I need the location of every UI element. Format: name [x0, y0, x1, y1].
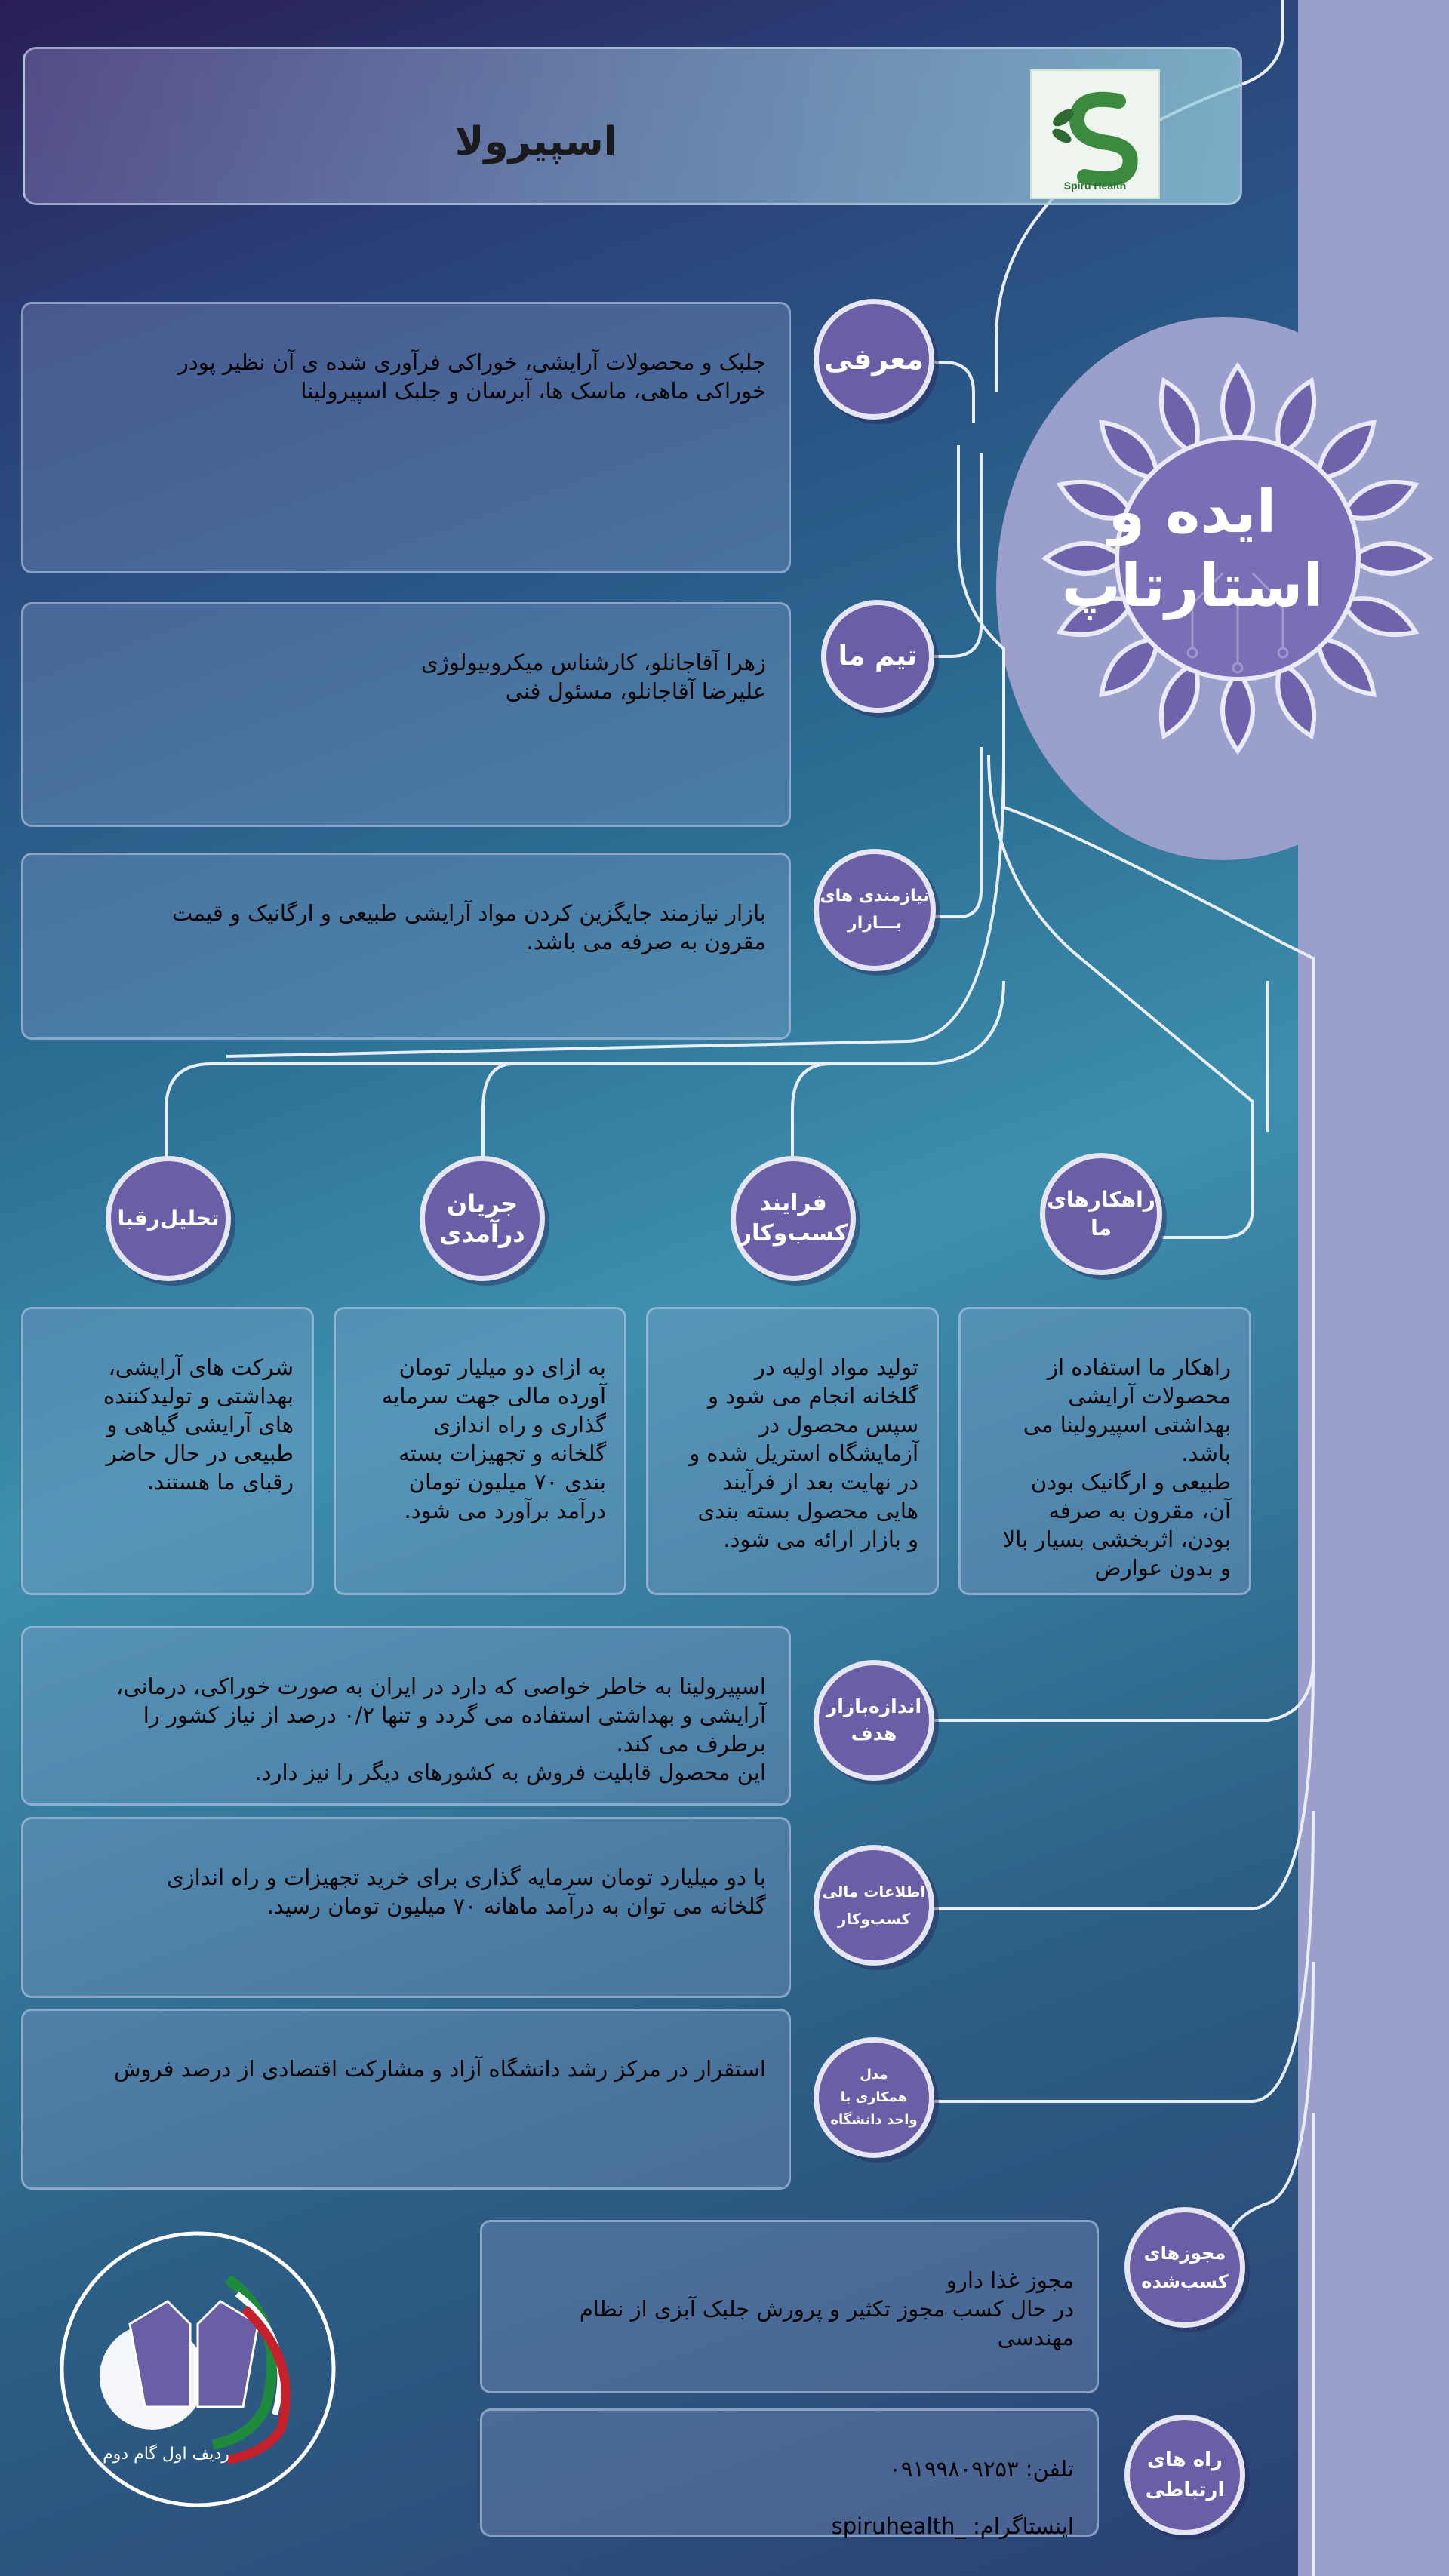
process-text: تولید مواد اولیه در گلخانه انجام می شود و سپس محصول در آزمایشگاه استریل شده و در نهایت بعد از فرآیند هایی محصول بسته بندی و بازار ارائه می شود. [689, 1354, 918, 1552]
team-label: تیم ما [838, 641, 918, 672]
financial-circle [814, 1845, 934, 1966]
target-market-text: اسپیرولینا به خاطر خواصی که دارد در ایران به صورت خوراکی، درمانی، آرایشی و بهداشتی استفاده می گردد و تنها ۰/۲ درصد از نیاز کشور را برطرف می کند. این محصول قابلیت فروش به کشورهای دیگر را نیز دارد. [115, 1674, 766, 1785]
contact-instagram: اینستاگرام: _spiruhealth [831, 2513, 1074, 2539]
competitors-panel [21, 1307, 314, 1595]
line-university [868, 1811, 1313, 2101]
logo-caption: Spiru Health [1063, 180, 1127, 192]
licenses-circle [1124, 2207, 1245, 2328]
university-text: استقرار در مرکز رشد دانشگاه آزاد و مشارکت اقتصادی از درصد فروش [114, 2056, 766, 2082]
solutions-label: راهکارهای ما [1047, 1187, 1155, 1240]
university-label: مدل همکاری با واحد دانشگاه [830, 2067, 918, 2128]
target-market-label: اندازه‌بازار هدف [826, 1695, 922, 1744]
target-market-panel [21, 1626, 791, 1806]
process-circle [731, 1156, 856, 1281]
revenue-panel [334, 1307, 626, 1595]
contact-phone: تلفن: ۰۹۱۹۹۸۰۹۲۵۳ [889, 2456, 1074, 2482]
intro-label: معرفی [824, 343, 924, 376]
process-panel [646, 1307, 939, 1595]
licenses-panel [480, 2220, 1099, 2393]
financial-text: با دو میلیارد تومان سرمایه گذاری برای خرید تجهیزات و راه اندازی گلخانه می توان به درآمد ماهانه ۷۰ میلیون تومان رسید. [166, 1864, 766, 1919]
line-process-branch [792, 1064, 830, 1162]
financial-label: اطلاعات مالی کسب‌وکار [822, 1883, 926, 1928]
licenses-text: مجوز غذا دارو در حال کسب مجوز تکثیر و پرورش جلبک آبزی از نظام مهندسی [579, 2267, 1074, 2350]
revenue-label: جریان درآمدی [439, 1189, 525, 1248]
revenue-circle [420, 1156, 545, 1281]
university-anniversary-badge-icon [39, 2188, 356, 2535]
contact-circle [1124, 2415, 1245, 2535]
competitors-circle [106, 1156, 231, 1281]
licenses-label: مجوزهای کسب‌شده [1141, 2242, 1229, 2292]
hero-title: ایده و استارتاپ [1061, 478, 1324, 620]
market-needs-text: بازار نیازمند جایگزین کردن مواد آرایشی طبیعی و ارگانیک و قیمت مقرون به صرفه می باشد. [171, 900, 766, 954]
contact-panel [480, 2408, 1099, 2537]
intro-circle [814, 299, 934, 420]
badge-caption: ردیف اول گام دوم [103, 2445, 229, 2464]
solutions-text: راهکار ما استفاده از محصولات آرایشی بهداشتی اسپیرولینا می باشد. طبیعی و ارگانیک بودن آن، مقرون به صرفه بودن، اثربخشی بسیار بالا و بدون عوارض [1002, 1354, 1231, 1581]
solutions-panel [958, 1307, 1251, 1595]
market-needs-circle [814, 849, 936, 971]
brand-logo [1030, 69, 1160, 199]
contact-label: راه های ارتباطی [1145, 2448, 1225, 2501]
team-panel [21, 602, 791, 827]
university-panel [21, 2009, 791, 2190]
line-licenses [1223, 1962, 1313, 2264]
university-circle [814, 2037, 934, 2158]
market-needs-panel [21, 853, 791, 1040]
intro-text: جلبک و محصولات آرایشی، خوراکی فرآوری شده ی آن نظیر پودر خوراکی ماهی، ماسک ها، آبرسان و جلبک اسپیرولینا [177, 349, 766, 404]
target-market-circle [814, 1660, 934, 1781]
market-needs-label: نیازمندی های بـــازار [820, 887, 930, 933]
financial-panel [21, 1817, 791, 1998]
team-text: زهرا آقاجانلو، کارشناس میکروبیولوژی علیرضا آقاجانلو، مسئول فنی [420, 650, 766, 704]
spiru-logo-icon [1032, 71, 1158, 198]
intro-panel [21, 302, 791, 573]
page-title: اسپیرولا [454, 119, 617, 164]
competitors-label: تحلیل‌رقبا [117, 1206, 220, 1231]
line-revenue-branch [483, 1064, 513, 1162]
line-financial [868, 1660, 1313, 1909]
solutions-circle [1040, 1153, 1162, 1275]
process-label: فرایند کسب‌وکار [738, 1190, 848, 1247]
revenue-text: به ازای دو میلیار تومان آورده مالی جهت سرمایه گذاری و راه اندازی گلخانه و تجهیزات بسته بندی ۷۰ میلیون تومان درآمد برآورد می شود. [381, 1354, 606, 1523]
competitors-text: شرکت های آرایشی، بهداشتی و تولیدکننده های آرایشی گیاهی و طبیعی در حال حاضر رقبای ما هستند. [103, 1354, 294, 1495]
team-circle [821, 600, 934, 713]
